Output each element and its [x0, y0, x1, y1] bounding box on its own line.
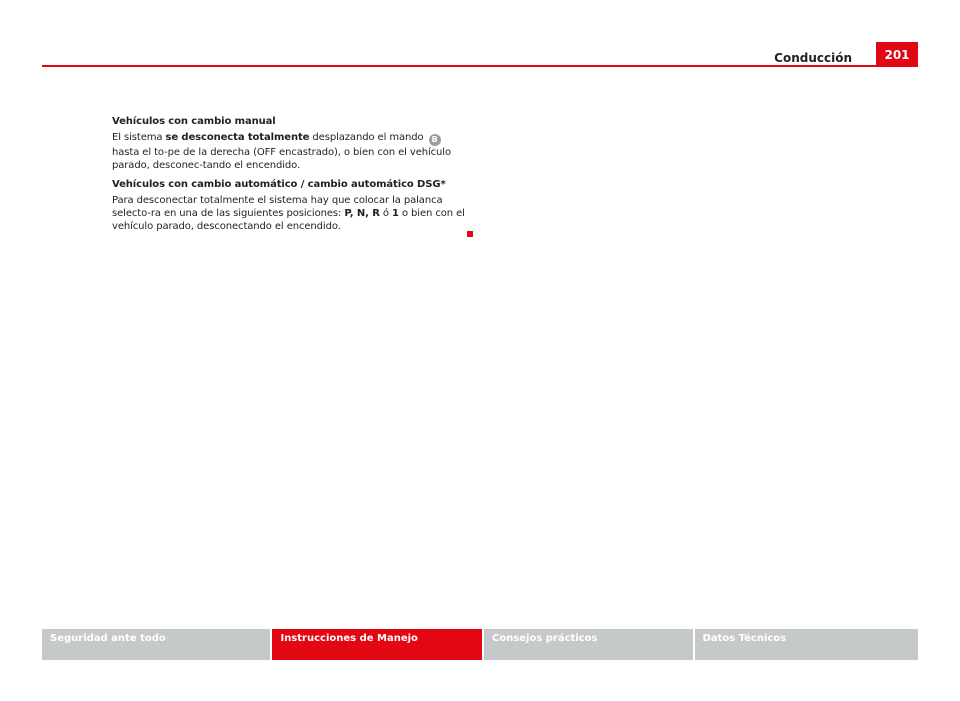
bold-text: se desconecta totalmente — [165, 132, 310, 143]
page-number: 201 — [876, 42, 918, 67]
section-heading-manual: Vehículos con cambio manual — [112, 116, 276, 127]
footer-tab-seguridad[interactable]: Seguridad ante todo — [42, 629, 270, 660]
paragraph-auto — [112, 194, 472, 233]
text-span: hasta el to-pe de la derecha (OFF encastrado), o bien con el vehículo parado, desconec-tando el encendido. — [112, 146, 451, 171]
footer-tab-instrucciones[interactable]: Instrucciones de Manejo — [272, 629, 482, 660]
content-column — [112, 115, 472, 239]
page-title: Conducción — [774, 51, 852, 65]
bold-text: P, N, R — [344, 207, 380, 219]
footer-tab-datos[interactable]: Datos Técnicos — [695, 629, 918, 660]
text-span: El sistema — [112, 132, 166, 143]
bold-text: 1 — [392, 207, 399, 219]
section-heading-auto: Vehículos con cambio automático / cambio automático DSG* — [112, 178, 446, 190]
text-span: o bien con el vehículo parado, desconectando el encendido. — [112, 207, 465, 232]
text-span: Para desconectar totalmente el sistema hay que colocar la palanca selecto-ra en una de las siguientes posiciones: — [112, 194, 443, 219]
text-span: desplazando el mando — [309, 132, 427, 143]
section-end-mark-icon — [467, 231, 473, 237]
text-span: ó — [379, 207, 392, 219]
footer-nav — [42, 629, 918, 660]
header-rule — [42, 65, 918, 67]
callout-marker-b-icon: B — [429, 134, 441, 146]
footer-tab-consejos[interactable]: Consejos prácticos — [484, 629, 693, 660]
paragraph-manual — [112, 131, 472, 172]
